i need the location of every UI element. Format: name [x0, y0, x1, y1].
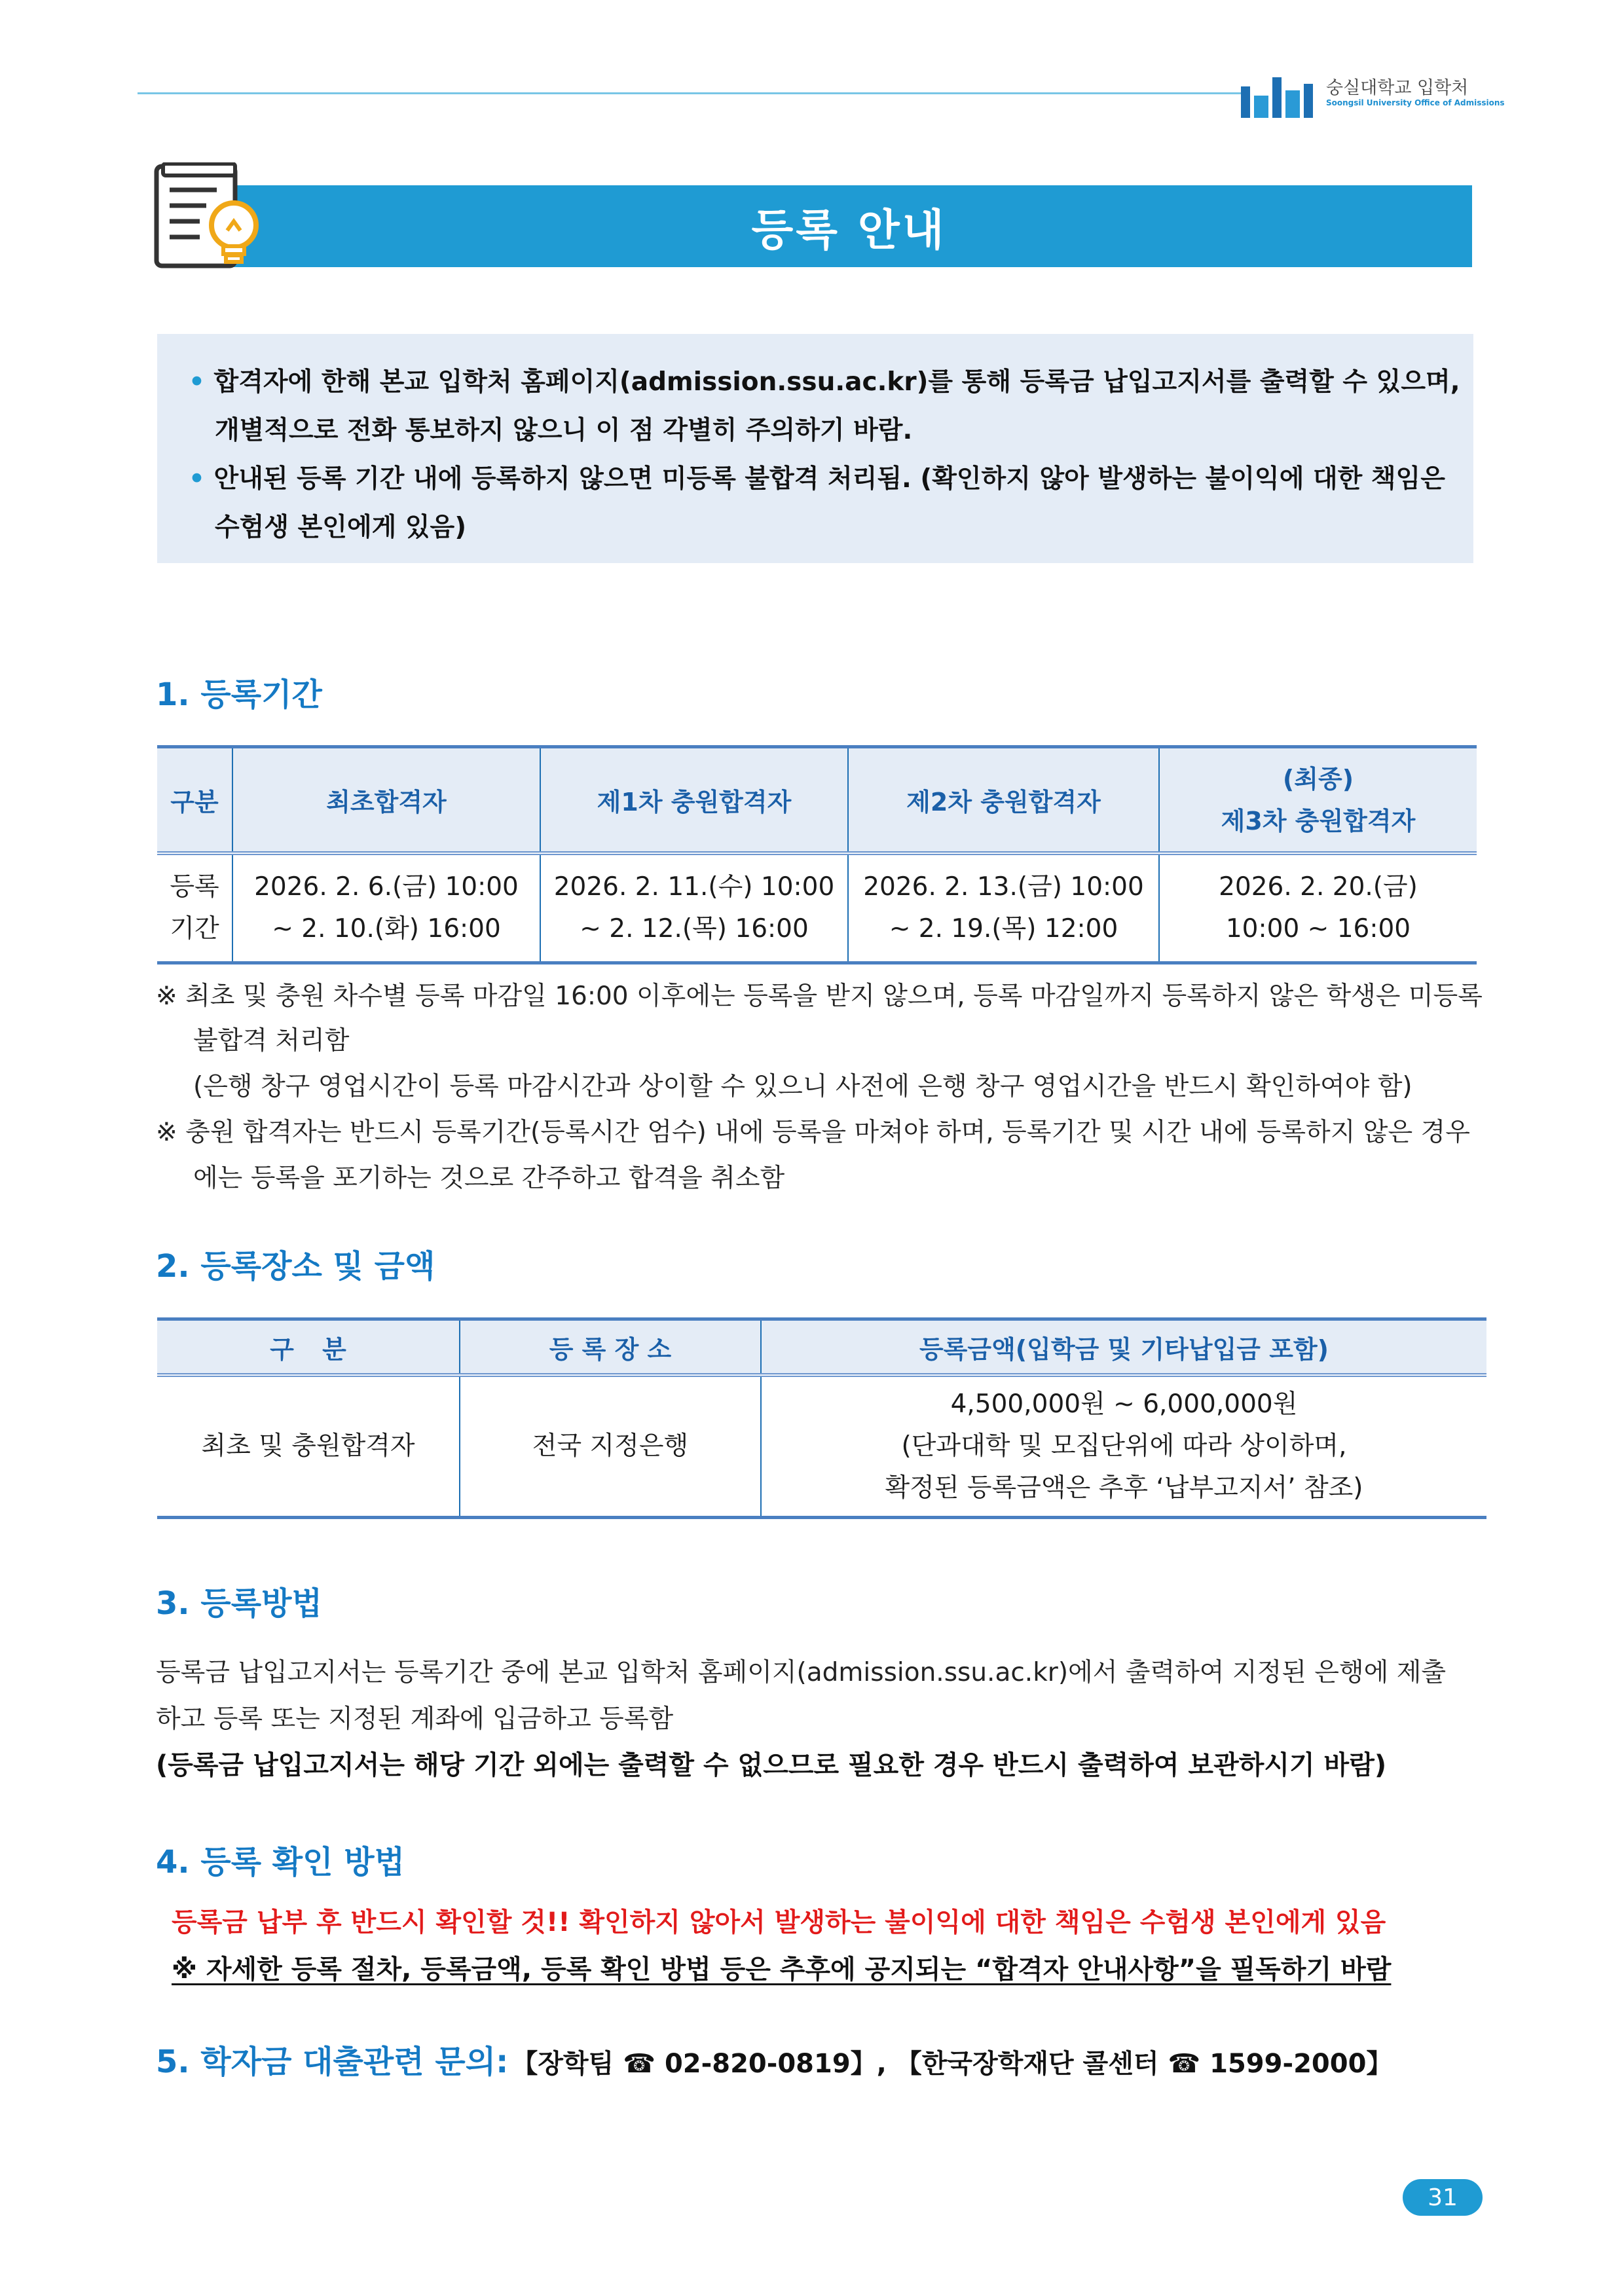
warning-line: 등록금 납부 후 반드시 확인할 것!! 확인하지 않아서 발생하는 불이익에 대한 책임은 수험생 본인에게 있음 [172, 1907, 1386, 1937]
header-cell: 제2차 충원합격자 [848, 747, 1159, 854]
table-cell: 최초 및 충원합격자 [201, 1431, 415, 1461]
cell-line: 2026. 2. 11.(수) 10:00 [553, 872, 835, 902]
section-5-heading: 5. 학자금 대출관련 문의: [156, 2044, 509, 2080]
registration-period-table [157, 745, 1477, 964]
cell-line: 2026. 2. 20.(금) [1219, 872, 1418, 902]
table-header-row [157, 747, 1477, 854]
bullet-icon: • [189, 367, 205, 397]
notice-line-4: 수험생 본인에게 있음) [215, 513, 467, 542]
header-cell [1159, 747, 1477, 854]
note-line: 불합격 처리함 [193, 1026, 350, 1056]
notice-text: 안내된 등록 기간 내에 등록하지 않으면 미등록 불합격 처리됨. (확인하지 않아 발생하는 불이익에 대한 책임은 [213, 464, 1445, 494]
contact-info: 【장학팀 ☎ 02-820-0819】, 【한국장학재단 콜센터 ☎ 1599-2000】 [511, 2049, 1393, 2079]
bold-notice-line: (등록금 납입고지서는 해당 기간 외에는 출력할 수 없으므로 필요한 경우 반드시 출력하여 보관하시기 바람) [156, 1750, 1387, 1780]
underlined-notice-line: ※ 자세한 등록 절차, 등록금액, 등록 확인 방법 등은 추후에 공지되는 “합격자 안내사항”을 필독하기 바람 [172, 1955, 1392, 1985]
row-label-cell [157, 853, 232, 963]
row-label-line: 등록 [170, 872, 219, 902]
table-cell [761, 1375, 1486, 1518]
page-title: 등록 안내 [751, 205, 947, 255]
notice-line-3 [189, 458, 1445, 495]
header-cell-line: (최종) [1282, 764, 1354, 794]
row-label-line: 기간 [170, 914, 219, 944]
cell-line: (단과대학 및 모집단위에 따라 상이하며, [901, 1431, 1347, 1461]
note-line: (은행 창구 영업시간이 등록 마감시간과 상이할 수 있으니 사전에 은행 창구 영업시간을 반드시 확인하여야 함) [193, 1072, 1412, 1101]
cell-line: 2026. 2. 13.(금) 10:00 [863, 872, 1144, 902]
cell-line: ~ 2. 19.(목) 12:00 [889, 914, 1118, 944]
logo-title: 숭실대학교 입학처 [1326, 78, 1469, 98]
cell-line: ~ 2. 12.(목) 16:00 [580, 914, 809, 944]
table-cell [540, 853, 848, 963]
header-cell: 최초합격자 [232, 747, 540, 854]
section-5-row [156, 2036, 1392, 2082]
body-line: 등록금 납입고지서는 등록기간 중에 본교 입학처 홈페이지(admission.ssu.ac.kr)에서 출력하여 지정된 은행에 제출 [156, 1658, 1447, 1687]
logo-mark-icon [1241, 77, 1320, 118]
university-logo [1241, 71, 1505, 123]
notice-text: 합격자에 한해 본교 입학처 홈페이지(admission.ssu.ac.kr)를 통해 등록금 납입고지서를 출력할 수 있으며, [213, 367, 1460, 397]
table-cell [1159, 853, 1477, 963]
note-line: 에는 등록을 포기하는 것으로 간주하고 합격을 취소함 [193, 1164, 785, 1193]
cell-line: 2026. 2. 6.(금) 10:00 [254, 872, 519, 902]
table-cell: 전국 지정은행 [460, 1375, 761, 1518]
cell-line: 10:00 ~ 16:00 [1225, 914, 1411, 944]
table-header-row [157, 1319, 1486, 1376]
bullet-icon: • [189, 464, 205, 494]
header-cell: 구 분 [157, 1319, 460, 1376]
registration-place-table [157, 1317, 1486, 1519]
header-cell: 구분 [157, 747, 232, 854]
logo-subtitle: Soongsil University Office of Admissions [1326, 98, 1505, 107]
table-row [157, 1375, 1486, 1518]
section-2-heading: 2. 등록장소 및 금액 [156, 1248, 435, 1285]
header-cell: 제1차 충원합격자 [540, 747, 848, 854]
header-cell: 등 록 장 소 [460, 1319, 761, 1376]
page-number: 31 [1403, 2179, 1483, 2216]
table-row [157, 853, 1477, 963]
header-rule [138, 92, 1244, 94]
notice-box [157, 334, 1473, 563]
table-cell [848, 853, 1159, 963]
section-1-heading: 1. 등록기간 [156, 676, 322, 713]
section-3-heading: 3. 등록방법 [156, 1585, 322, 1622]
notice-line-1 [189, 361, 1460, 398]
note-line: ※ 충원 합격자는 반드시 등록기간(등록시간 엄수) 내에 등록을 마쳐야 하며, 등록기간 및 시간 내에 등록하지 않은 경우 [156, 1118, 1470, 1147]
cell-line: 4,500,000원 ~ 6,000,000원 [950, 1389, 1298, 1419]
cell-line: ~ 2. 10.(화) 16:00 [272, 914, 501, 944]
header-cell: 등록금액(입학금 및 기타납입금 포함) [761, 1319, 1486, 1376]
notice-line-2: 개별적으로 전화 통보하지 않으니 이 점 각별히 주의하기 바람. [215, 416, 913, 445]
document-lightbulb-icon [154, 162, 265, 274]
cell-line: 확정된 등록금액은 추후 ‘납부고지서’ 참조) [885, 1473, 1363, 1503]
section-4-heading: 4. 등록 확인 방법 [156, 1844, 405, 1881]
header-cell-line: 제3차 충원합격자 [1221, 806, 1416, 835]
note-line: ※ 최초 및 충원 차수별 등록 마감일 16:00 이후에는 등록을 받지 않으며, 등록 마감일까지 등록하지 않은 학생은 미등록 [156, 982, 1483, 1011]
body-line: 하고 등록 또는 지정된 계좌에 입금하고 등록함 [156, 1704, 674, 1734]
table-cell [232, 853, 540, 963]
